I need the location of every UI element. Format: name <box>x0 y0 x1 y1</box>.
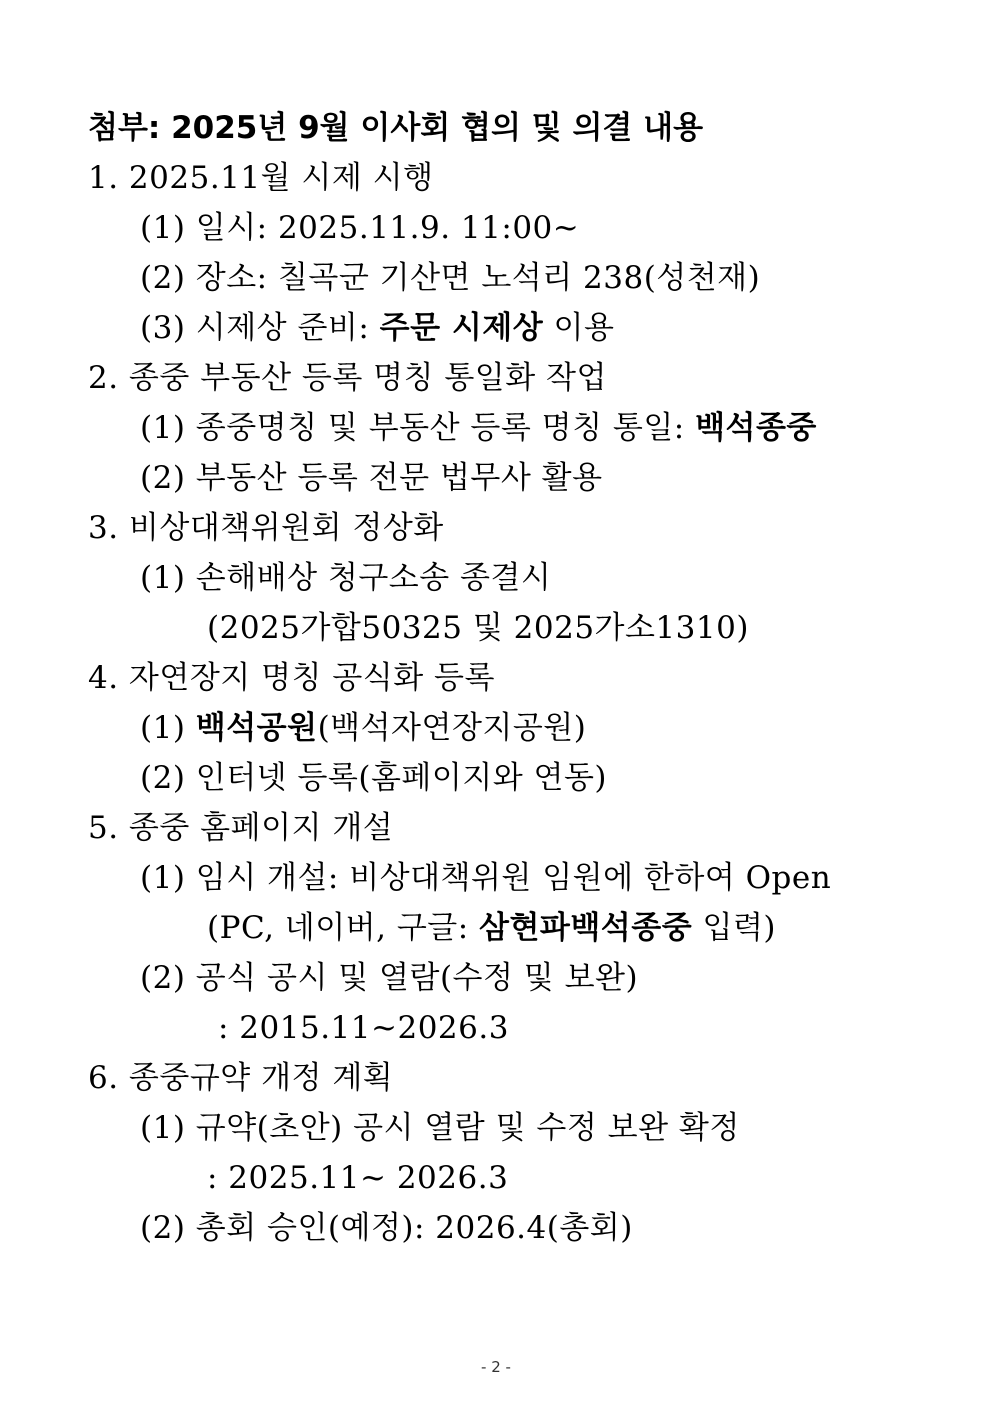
item-suffix: (백석자연장지공원) <box>317 710 587 746</box>
item-emphasis: 삼현파백석종중 <box>479 910 693 946</box>
item-emphasis: 백석공원 <box>195 710 318 746</box>
section-heading-4: 4. 자연장지 명칭 공식화 등록 <box>88 660 495 696</box>
section-2-item-2: (2) 부동산 등록 전문 법무사 활용 <box>140 460 603 496</box>
section-1-item-1: (1) 일시: 2025.11.9. 11:00~ <box>140 210 580 246</box>
item-emphasis: 백석종중 <box>695 410 817 446</box>
section-5-item-2: (2) 공식 공시 및 열람(수정 및 보완) <box>140 960 639 996</box>
section-5-item-1-continuation <box>207 906 776 950</box>
section-5-item-2-continuation: : 2015.11~2026.3 <box>218 1010 509 1046</box>
section-heading-2: 2. 종중 부동산 등록 명칭 통일화 작업 <box>88 360 607 396</box>
section-4-item-2: (2) 인터넷 등록(홈페이지와 연동) <box>140 760 608 796</box>
item-prefix: (1) <box>140 710 196 746</box>
section-3-item-1: (1) 손해배상 청구소송 종결시 <box>140 560 552 596</box>
item-prefix: (3) 시제상 준비: <box>140 310 380 346</box>
section-heading-5: 5. 종중 홈페이지 개설 <box>88 810 394 846</box>
section-6-item-1-continuation: : 2025.11~ 2026.3 <box>207 1160 509 1196</box>
section-5-item-1: (1) 임시 개설: 비상대책위원 임원에 한하여 Open <box>140 860 832 896</box>
section-2-item-1 <box>140 406 817 450</box>
section-4-item-1 <box>140 706 586 750</box>
item-emphasis: 주문 시제상 <box>379 310 544 346</box>
item-suffix: 입력) <box>692 910 776 946</box>
section-heading-1: 1. 2025.11월 시제 시행 <box>88 160 434 196</box>
section-6-item-1: (1) 규약(초안) 공시 열람 및 수정 보완 확정 <box>140 1110 740 1146</box>
item-prefix: (PC, 네이버, 구글: <box>207 910 480 946</box>
section-1-item-2: (2) 장소: 칠곡군 기산면 노석리 238(성천재) <box>140 260 761 296</box>
section-heading-3: 3. 비상대책위원회 정상화 <box>88 510 444 546</box>
section-3-item-1-continuation: (2025가합50325 및 2025가소1310) <box>207 610 749 646</box>
section-6-item-2: (2) 총회 승인(예정): 2026.4(총회) <box>140 1210 633 1246</box>
section-1-item-3 <box>140 306 614 350</box>
page-number: - 2 - <box>481 1358 511 1376</box>
item-prefix: (1) 종중명칭 및 부동산 등록 명칭 통일: <box>140 410 696 446</box>
document-title: 첨부: 2025년 9월 이사회 협의 및 의결 내용 <box>88 110 704 146</box>
item-suffix: 이용 <box>543 310 615 346</box>
section-heading-6: 6. 종중규약 개정 계획 <box>88 1060 394 1096</box>
